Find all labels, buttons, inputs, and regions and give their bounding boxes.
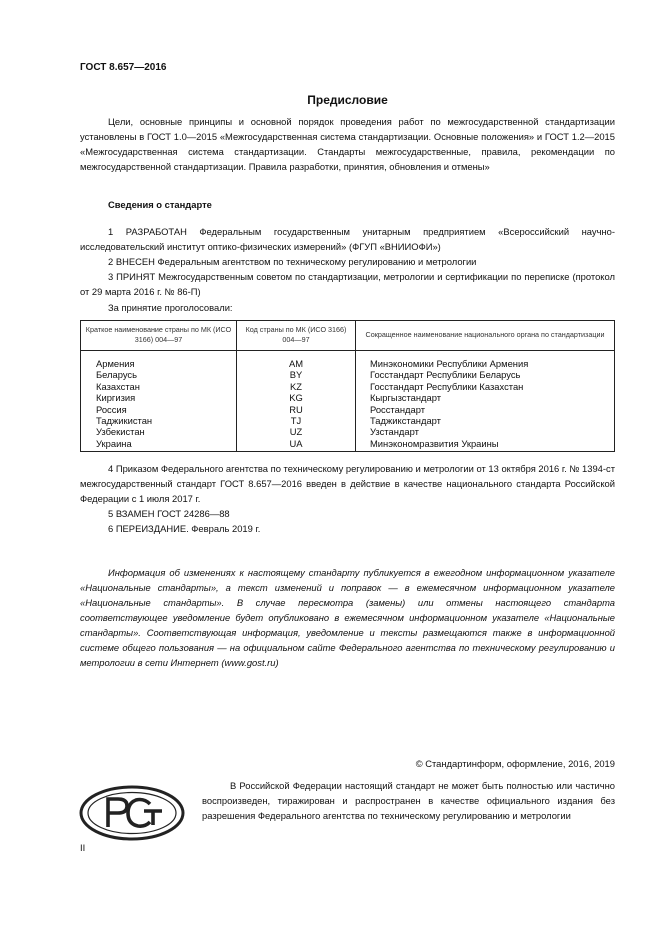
code-cell: RU: [237, 404, 356, 415]
table-row: [81, 369, 615, 380]
body-cell: Минэкономразвития Украины: [356, 438, 615, 452]
country-cell: Таджикистан: [81, 415, 237, 426]
body-cell: Узстандарт: [356, 426, 615, 437]
about-item-2: 2 ВНЕСЕН Федеральным агентством по техническому регулированию и метрологии: [108, 256, 477, 267]
copyright-line: © Стандартинформ, оформление, 2016, 2019: [415, 758, 615, 769]
country-cell: Россия: [81, 404, 237, 415]
rights-notice: В Российской Федерации настоящий стандарт не может быть полностью или частично воспроизведен, тиражирован и распространен в качестве официального издания без разрешения Федерального агентства по техническому регулированию и метрологии: [202, 780, 615, 821]
body-cell: Кыргызстандарт: [356, 392, 615, 403]
body-cell: Минэкономики Республики Армения: [356, 351, 615, 370]
table-row: [81, 404, 615, 415]
code-cell: UA: [237, 438, 356, 452]
document-code: ГОСТ 8.657—2016: [80, 62, 167, 73]
body-cell: Госстандарт Республики Беларусь: [356, 369, 615, 380]
country-cell: Армения: [81, 351, 237, 370]
country-cell: Узбекистан: [81, 426, 237, 437]
code-cell: TJ: [237, 415, 356, 426]
code-cell: BY: [237, 369, 356, 380]
preface-title: Предисловие: [307, 93, 388, 107]
code-cell: AM: [237, 351, 356, 370]
table-row: [81, 381, 615, 392]
table-row: [81, 392, 615, 403]
country-cell: Украина: [81, 438, 237, 452]
votes-intro: За принятие проголосовали:: [108, 302, 233, 313]
preface-text: Цели, основные принципы и основной порядок проведения работ по межгосударственной стандартизации установлены в ГОСТ 1.0—2015 «Межгосударственная система стандартизации. Основные положения» и ГОСТ 1.2—2015 «Межгосударственная система стандартизации. Стандарты межгосударственные, правила, рекомендации по межгосударственной стандартизации. Правила разработки, принятия, обновления и отмены»: [80, 116, 615, 172]
body-cell: Росстандарт: [356, 404, 615, 415]
country-cell: Казахстан: [81, 381, 237, 392]
table-row: [81, 426, 615, 437]
code-cell: KG: [237, 392, 356, 403]
rst-certification-logo: [78, 784, 186, 842]
about-item-5: 5 ВЗАМЕН ГОСТ 24286—88: [108, 508, 230, 519]
about-heading: Сведения о стандарте: [108, 199, 212, 210]
page-number: II: [80, 842, 86, 853]
table-header-country: Краткое наименование страны по МК (ИСО 3166) 004—97: [81, 321, 237, 351]
votes-table: [80, 320, 615, 452]
about-item-4: 4 Приказом Федерального агентства по техническому регулированию и метрологии от 13 октября 2016 г. № 1394-ст межгосударственный стандарт ГОСТ 8.657—2016 введен в действие в качестве национального стандарта Российской Федерации с 1 июля 2017 г.: [80, 463, 615, 504]
table-header-body: Сокращенное наименование национального органа по стандартизации: [356, 321, 615, 351]
code-cell: KZ: [237, 381, 356, 392]
table-row: [81, 415, 615, 426]
about-item-3: 3 ПРИНЯТ Межгосударственным советом по стандартизации, метрологии и сертификации по переписке (протокол от 29 марта 2016 г. № 86-П): [80, 271, 615, 297]
table-row: [81, 438, 615, 452]
table-header-row: [81, 321, 615, 351]
about-item-1: 1 РАЗРАБОТАН Федеральным государственным унитарным предприятием «Всероссийский научно-исследовательский институт оптико-физических измерений» (ФГУП «ВНИИОФИ»): [80, 226, 615, 252]
body-cell: Госстандарт Республики Казахстан: [356, 381, 615, 392]
body-cell: Таджикстандарт: [356, 415, 615, 426]
about-item-6: 6 ПЕРЕИЗДАНИЕ. Февраль 2019 г.: [108, 523, 261, 534]
table-row: [81, 351, 615, 370]
table-header-code: Код страны по МК (ИСО 3166) 004—97: [237, 321, 356, 351]
country-cell: Киргизия: [81, 392, 237, 403]
information-note: Информация об изменениях к настоящему стандарту публикуется в ежегодном информационном указателе «Национальные стандарты», а текст изменений и поправок — в ежемесячном информационном указателе «Национальные стандарты». В случае пересмотра (замены) или отмены настоящего стандарта соответствующее уведомление будет опубликовано в ежемесячном информационном указателе «Национальные стандарты». Соответствующая информация, уведомление и тексты размещаются также в информационной системе общего пользования — на официальном сайте Федерального агентства по техническому регулированию и метрологии в сети Интернет (www.gost.ru): [80, 567, 615, 668]
code-cell: UZ: [237, 426, 356, 437]
country-cell: Беларусь: [81, 369, 237, 380]
